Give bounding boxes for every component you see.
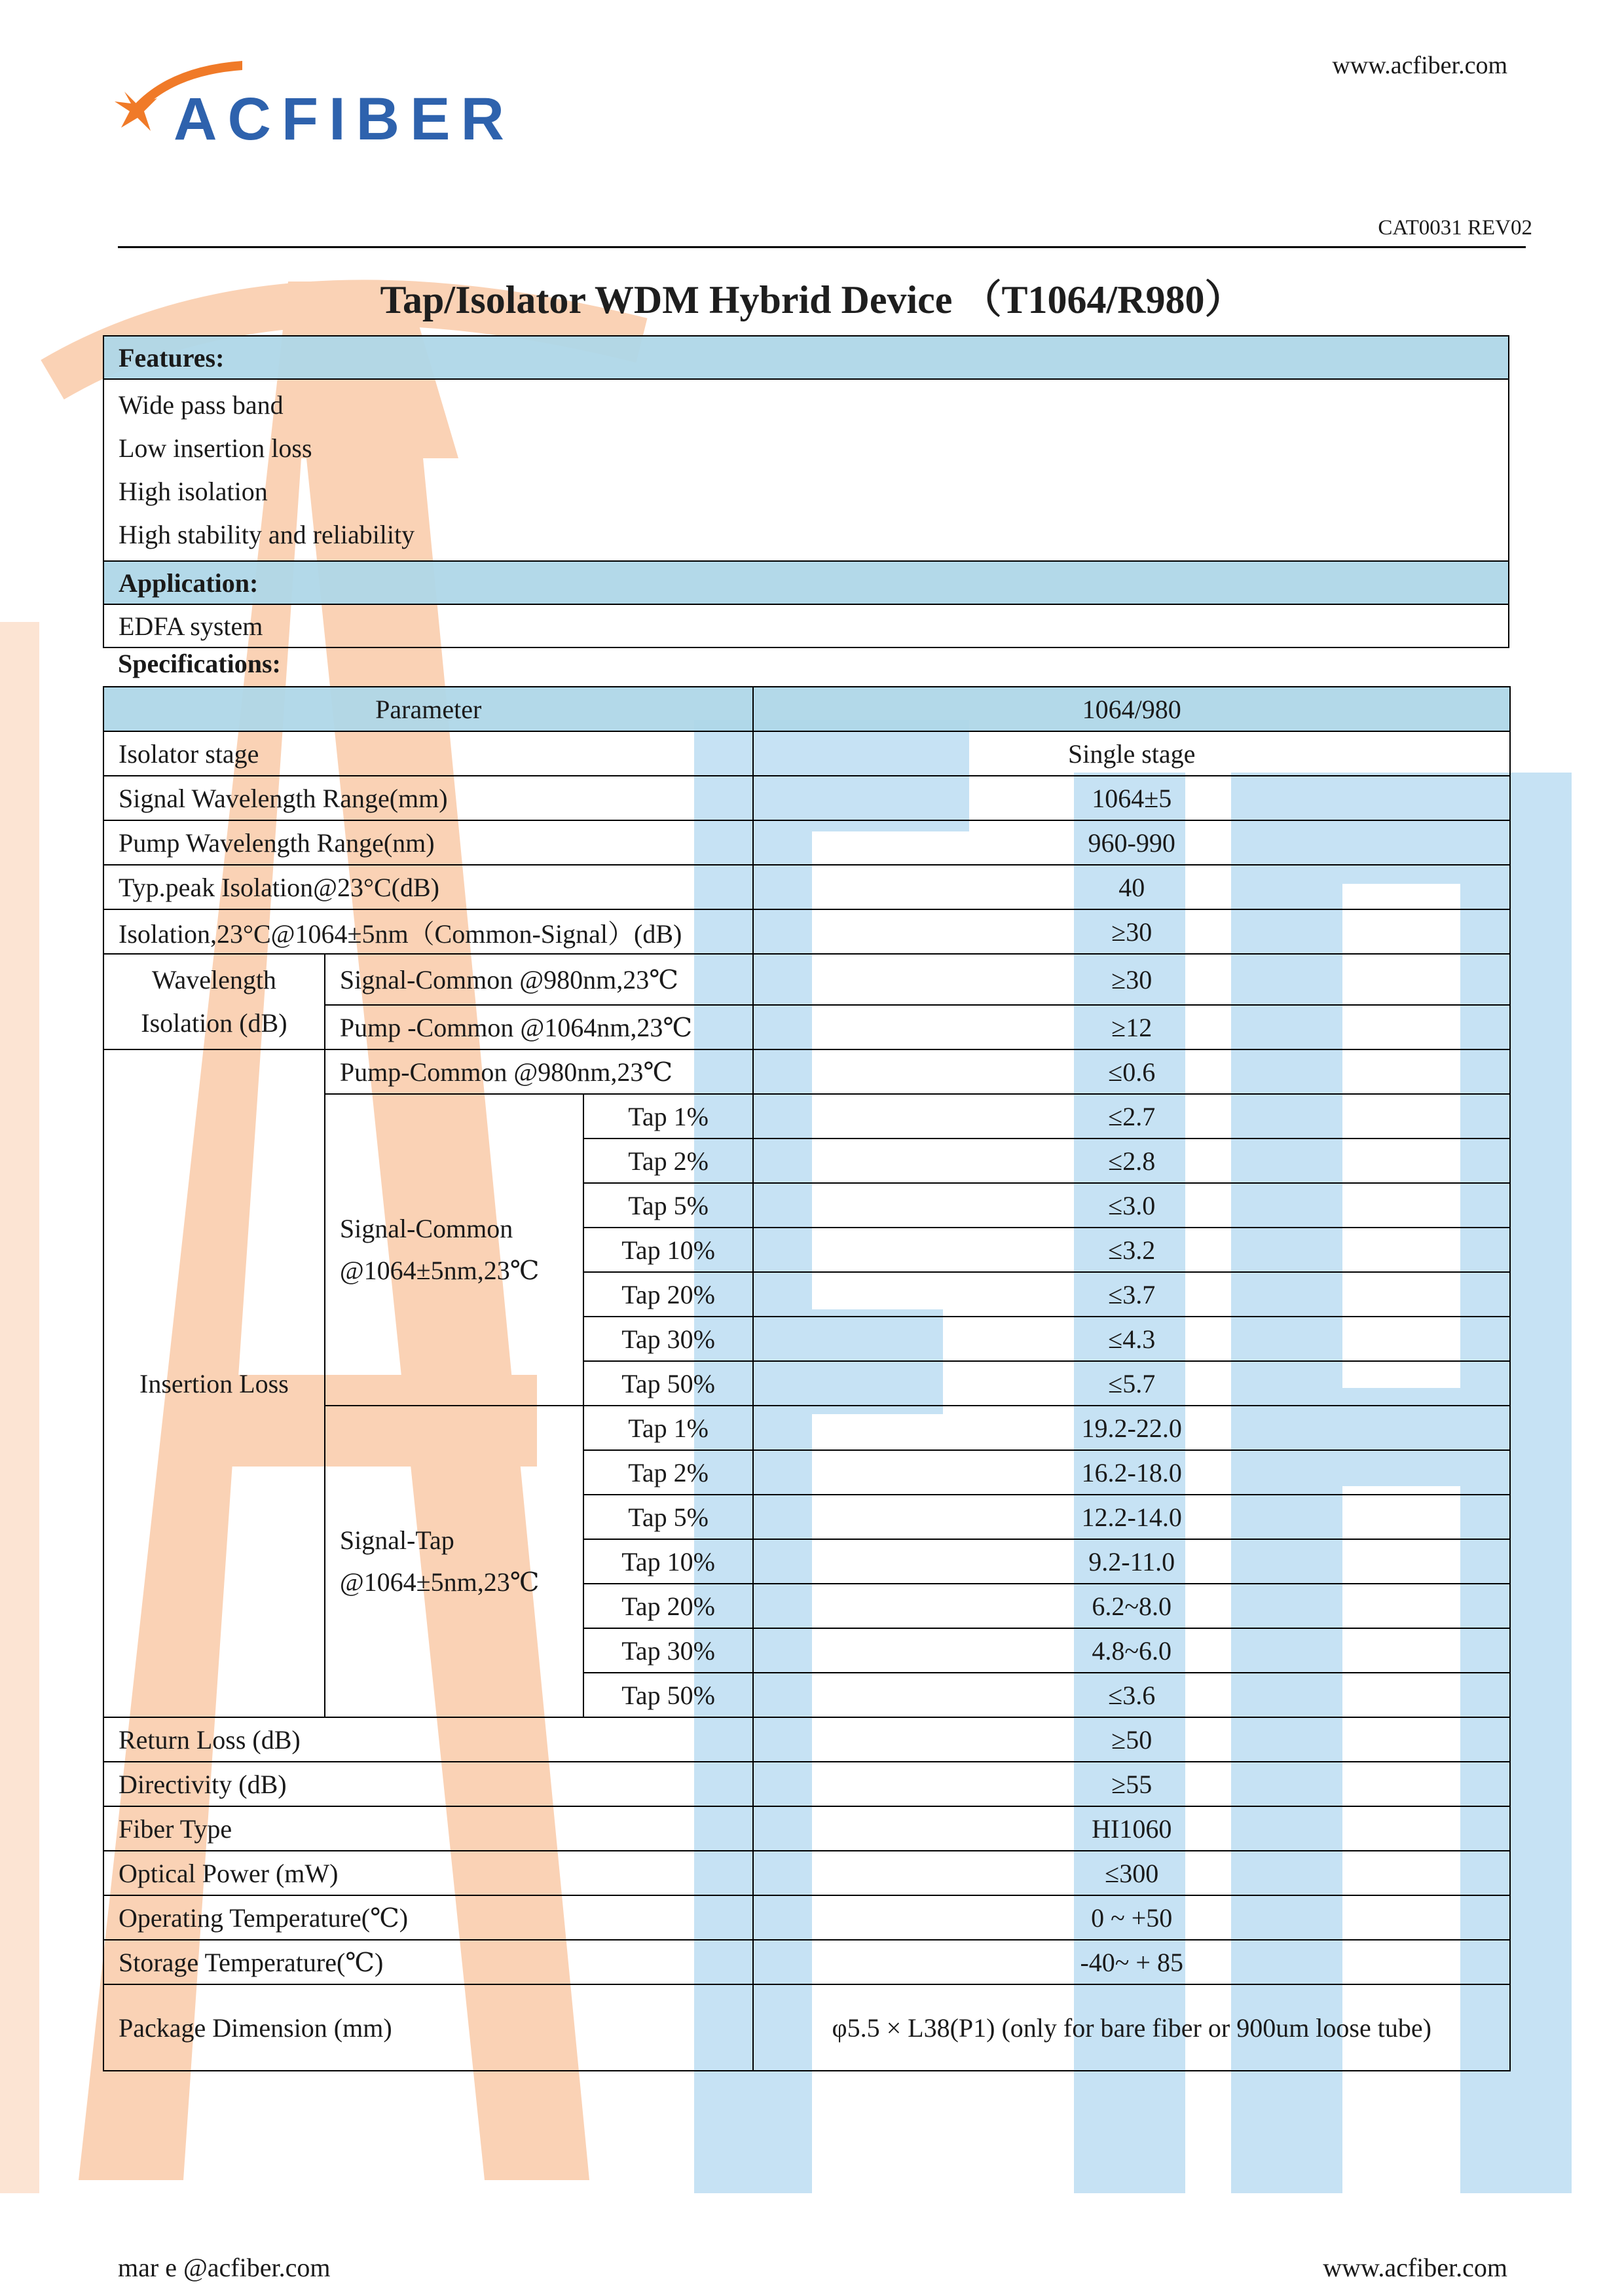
row-value: Single stage bbox=[753, 731, 1510, 776]
row-value: 1064±5 bbox=[753, 776, 1510, 820]
footer-email[interactable]: mar e @acfiber.com bbox=[118, 2253, 331, 2282]
row-value: ≥30 bbox=[753, 954, 1510, 1005]
feature-item: High stability and reliability bbox=[119, 520, 415, 549]
row-value: ≥12 bbox=[753, 1005, 1510, 1049]
row-label: Pump -Common @1064nm,23℃ bbox=[325, 1005, 754, 1049]
insertion-loss-label: Insertion Loss bbox=[103, 1049, 325, 1717]
row-value: φ5.5 × L38(P1) (only for bare fiber or 900um loose tube) bbox=[753, 1984, 1510, 2071]
row-label: Pump-Common @980nm,23℃ bbox=[325, 1049, 754, 1094]
feature-item: Wide pass band bbox=[119, 390, 284, 420]
tap-label: Tap 1% bbox=[583, 1406, 754, 1450]
tap-value: ≤4.3 bbox=[753, 1317, 1510, 1361]
page-title: Tap/Isolator WDM Hybrid Device （T1064/R980） bbox=[380, 278, 1244, 321]
feature-item: High isolation bbox=[119, 477, 268, 506]
row-value: ≤300 bbox=[753, 1851, 1510, 1895]
label-line: Signal-Common bbox=[339, 1214, 513, 1243]
tap-label: Tap 10% bbox=[583, 1539, 754, 1584]
tap-value: 4.8~6.0 bbox=[753, 1628, 1510, 1673]
param-header: Parameter bbox=[103, 687, 753, 731]
signal-common-label bbox=[325, 1094, 583, 1406]
row-label: Signal-Common @980nm,23℃ bbox=[325, 954, 754, 1005]
row-value: 960-990 bbox=[753, 820, 1510, 865]
tap-value: ≤2.8 bbox=[753, 1139, 1510, 1183]
row-label: Typ.peak Isolation@23°C(dB) bbox=[103, 865, 753, 909]
label-line: @1064±5nm,23℃ bbox=[339, 1567, 540, 1597]
tap-value: ≤3.7 bbox=[753, 1272, 1510, 1317]
row-value: ≥50 bbox=[753, 1717, 1510, 1762]
row-label: Storage Temperature(℃) bbox=[103, 1940, 753, 1984]
tap-label: Tap 2% bbox=[583, 1450, 754, 1495]
specifications-heading: Specifications: bbox=[118, 649, 281, 678]
row-label: Pump Wavelength Range(nm) bbox=[103, 820, 753, 865]
wavelength-isolation-label bbox=[103, 954, 325, 1049]
tap-value: ≤2.7 bbox=[753, 1094, 1510, 1139]
row-value: HI1060 bbox=[753, 1806, 1510, 1851]
tap-label: Tap 1% bbox=[583, 1094, 754, 1139]
tap-value: ≤3.6 bbox=[753, 1673, 1510, 1717]
features-list bbox=[103, 379, 1509, 561]
row-label: Signal Wavelength Range(mm) bbox=[103, 776, 753, 820]
header-website[interactable]: www.acfiber.com bbox=[1332, 52, 1507, 79]
signal-tap-label bbox=[325, 1406, 583, 1717]
tap-value: 6.2~8.0 bbox=[753, 1584, 1510, 1628]
row-label: Directivity (dB) bbox=[103, 1762, 753, 1806]
row-value: ≥30 bbox=[753, 909, 1510, 954]
tap-value: 19.2-22.0 bbox=[753, 1406, 1510, 1450]
application-item: EDFA system bbox=[103, 604, 1509, 647]
row-value: -40~ + 85 bbox=[753, 1940, 1510, 1984]
tap-label: Tap 50% bbox=[583, 1673, 754, 1717]
row-label: Package Dimension (mm) bbox=[103, 1984, 753, 2071]
row-value: 0 ~ +50 bbox=[753, 1895, 1510, 1940]
tap-label: Tap 50% bbox=[583, 1361, 754, 1406]
row-label: Isolation,23°C@1064±5nm（Common-Signal）(dB) bbox=[103, 909, 753, 954]
specifications-table bbox=[103, 686, 1511, 2071]
features-heading: Features: bbox=[103, 336, 1509, 379]
header-rule bbox=[118, 246, 1526, 248]
row-label: Operating Temperature(℃) bbox=[103, 1895, 753, 1940]
tap-label: Tap 20% bbox=[583, 1584, 754, 1628]
logo-wordmark: ACFIBER bbox=[174, 86, 515, 153]
row-label: Isolator stage bbox=[103, 731, 753, 776]
row-label: Optical Power (mW) bbox=[103, 1851, 753, 1895]
features-application-table bbox=[103, 335, 1509, 648]
company-logo bbox=[111, 46, 515, 157]
tap-label: Tap 2% bbox=[583, 1139, 754, 1183]
footer-website[interactable]: www.acfiber.com bbox=[1323, 2253, 1507, 2282]
application-heading: Application: bbox=[103, 561, 1509, 604]
tap-label: Tap 10% bbox=[583, 1228, 754, 1272]
tap-value: ≤5.7 bbox=[753, 1361, 1510, 1406]
row-value: 40 bbox=[753, 865, 1510, 909]
tap-label: Tap 5% bbox=[583, 1183, 754, 1228]
tap-value: 12.2-14.0 bbox=[753, 1495, 1510, 1539]
row-value: ≤0.6 bbox=[753, 1049, 1510, 1094]
row-label: Return Loss (dB) bbox=[103, 1717, 753, 1762]
label-line: Signal-Tap bbox=[339, 1525, 454, 1555]
row-label: Fiber Type bbox=[103, 1806, 753, 1851]
feature-item: Low insertion loss bbox=[119, 433, 312, 463]
label-line: Isolation (dB) bbox=[141, 1008, 287, 1038]
value-header: 1064/980 bbox=[753, 687, 1510, 731]
tap-value: ≤3.0 bbox=[753, 1183, 1510, 1228]
tap-label: Tap 20% bbox=[583, 1272, 754, 1317]
tap-label: Tap 5% bbox=[583, 1495, 754, 1539]
tap-label: Tap 30% bbox=[583, 1317, 754, 1361]
tap-value: ≤3.2 bbox=[753, 1228, 1510, 1272]
label-line: @1064±5nm,23℃ bbox=[339, 1256, 540, 1285]
label-line: Wavelength bbox=[151, 965, 276, 994]
tap-value: 16.2-18.0 bbox=[753, 1450, 1510, 1495]
document-number: CAT0031 REV02 bbox=[1378, 216, 1532, 240]
tap-label: Tap 30% bbox=[583, 1628, 754, 1673]
row-value: ≥55 bbox=[753, 1762, 1510, 1806]
tap-value: 9.2-11.0 bbox=[753, 1539, 1510, 1584]
